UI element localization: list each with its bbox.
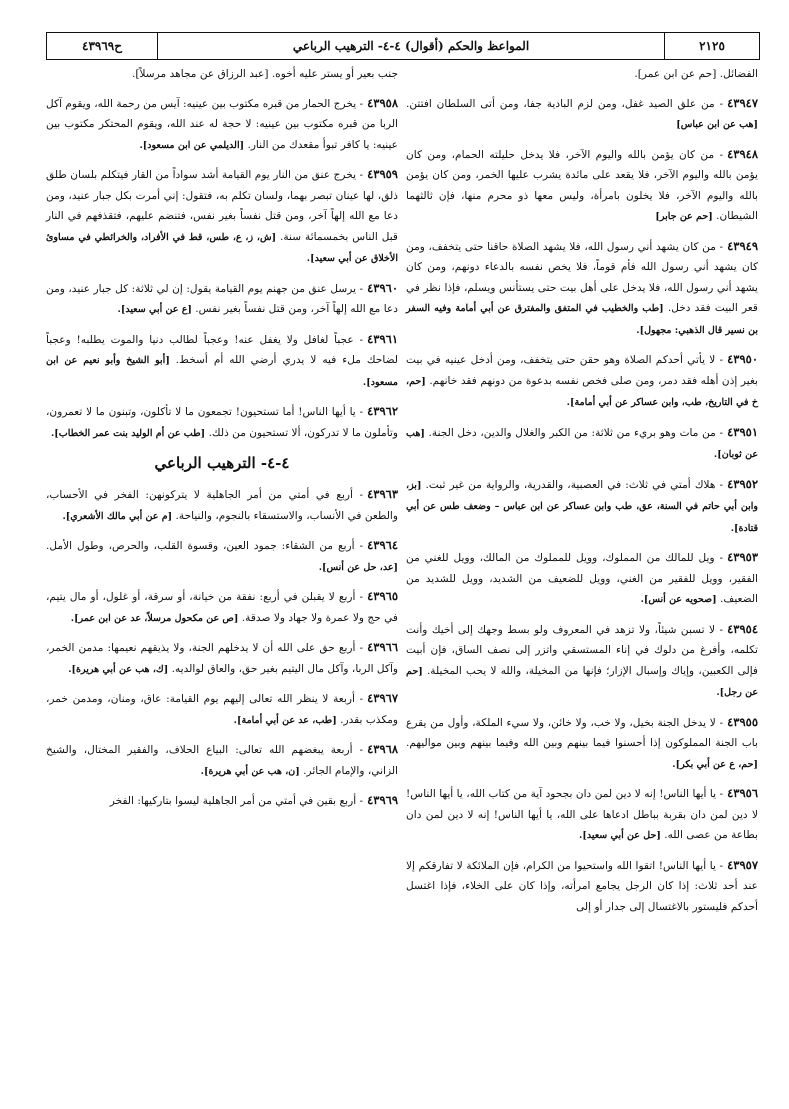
hadith-source: [ص عن مكحول مرسلاً، عد عن ابن عمر].	[70, 612, 239, 624]
hadith-source: [عد، حل عن أنس].	[318, 561, 398, 573]
hadith-entry	[46, 688, 398, 731]
continuation-text: جنب بعير أو يستر عليه أخوه. [عبد الرزاق عن مجاهد مرسلاً].	[131, 68, 398, 80]
dash-separator: -	[715, 716, 724, 729]
hadith-text: لا يدخل الجنة بخيل، ولا خب، ولا خائن، ولا سيء الملكة، وأول من يقرع باب الجنة المملوكون إذا أحسنوا فيما بينهم وبين الله وفيما بينهم وبين مواليهم.	[406, 716, 758, 749]
hadith-text: هلاك أمتي في ثلاث: في العصبية، والقدرية، والرواية من غير ثبت.	[425, 478, 716, 491]
hadith-source: [صحويه عن أنس].	[640, 594, 717, 605]
page-number: ٢١٢٥	[664, 33, 759, 59]
hadith-source: [هب عن ابن عباس]	[676, 119, 758, 130]
hadith-entry	[46, 790, 398, 813]
running-title: المواعظ والحكم (أقوال) ٤-٤- الترهيب الرباعي	[157, 33, 664, 59]
hadith-source: [أبو الشيخ وأبو نعيم عن ابن مسعود].	[46, 355, 398, 388]
hadith-source: [حم عن رجل].	[406, 665, 758, 698]
hadith-text: يخرج الحمار من قبره مكتوب بين عينيه: آيس من رحمة الله، ويقوم آكل الربا من قبره مكتوب بين عينيه: لا حجة له عند الله، ويقوم المحتكر مكتوب بين عينيه: يا كافر تبوأ مقعدك من النار.	[46, 97, 398, 151]
hadith-text: يرسل عنق من جهنم يوم القيامة يقول: إن لي ثلاثة: كل جبار عنيد، ومن دعا مع الله إلهاً آخر، ومن قتل نفساً بغير نفس.	[46, 282, 398, 315]
hadith-text: أربع في أمتي من أمر الجاهلية لا يتركونهن: الفخر في الأحساب، والطعن في الأنساب، والاستسقاء بالنجوم، والنياحة.	[46, 489, 398, 522]
hadith-source: [حم، خ في التاريخ، طب، وابن عساكر عن أبي أمامة].	[406, 375, 758, 408]
left-column	[46, 64, 398, 821]
hadith-number: ٤٣٩٤٧	[727, 95, 758, 110]
hadith-number: ٤٣٩٦٦	[367, 640, 398, 654]
hadith-entry	[406, 144, 758, 228]
hadith-text: ويل للمالك من المملوك، وويل للمملوك من المالك، وويل للغني من الفقير، وويل للفقير من الغني، وويل للضعيف من الشديد، وويل للشديد من الضعيف.	[406, 552, 758, 605]
hadith-entry	[46, 484, 398, 527]
dash-separator: -	[352, 489, 364, 501]
dash-separator: -	[715, 240, 724, 253]
dash-separator: -	[356, 169, 364, 181]
hadith-number: ٤٣٩٦٢	[367, 404, 398, 418]
hadith-source: [ع عن أبي سعيد].	[117, 304, 192, 315]
page-header	[46, 32, 760, 60]
hadith-text: من كان يشهد أني رسول الله، فلا يشهد الصلاة حاقنا حتى يتخفف، ومن كان يشهد أني رسول الله فأم قوماً، فلا يخص نفسه بالدعاء دونهم، ومن كان يشهد أني رسول الله، فلا يدخل على أهل بيت حتى يستأنس ويسلم، فإذا نظر في قعر البيت فقد دخل.	[406, 240, 758, 314]
hadith-number: ٤٣٩٥٥	[727, 714, 758, 729]
dash-separator: -	[714, 148, 724, 161]
hadith-number: ٤٣٩٦٧	[367, 691, 398, 705]
hadith-entry	[406, 783, 758, 847]
hadith-number: ٤٣٩٥٩	[367, 167, 398, 181]
hadith-number: ٤٣٩٦٩	[367, 793, 398, 807]
hadith-source: [م عن أبي مالك الأشعري].	[62, 510, 173, 522]
hadith-entry	[46, 93, 398, 157]
right-column	[406, 64, 758, 926]
hadith-number: ٤٣٩٥٣	[727, 550, 759, 564]
hadith-text: أربع من الشقاء: جمود العين، وقسوة القلب، والحرص، وطول الأمل.	[46, 540, 355, 552]
hadith-text: يخرج عنق من النار يوم القيامة أشد سواداً من القار فيتكلم بلسان طلق ذلق، لها عينان تبصر بهما، ولسان تكلم به، فتقول: إني أمرت بكل جبار عنيد، ومن دعا مع الله إلهاً آخر، ومن قتل نفساً بغير نفس، فتنضم عليهم، فتقذفهم في النار قبل الناس بخمسمائة سنة.	[46, 169, 398, 243]
hadith-source: [طب عن أم الوليد بنت عمر الخطاب].	[51, 427, 206, 439]
dash-separator: -	[355, 406, 364, 418]
hadith-text: أربع حق على الله أن لا يدخلهم الجنة، ولا يذيقهم نعيمها: مدمن الخمر، وآكل الربا، وآكل مال اليتيم بغير حق، والعاق لوالديه.	[46, 642, 398, 675]
hadith-number: ٤٣٩٦١	[367, 331, 398, 346]
hadith-number: ٤٣٩٦٥	[367, 589, 398, 603]
hadith-range-code: ح٤٣٩٦٩	[82, 39, 122, 53]
hadith-source: [الديلمي عن ابن مسعود].	[139, 139, 245, 151]
hadith-number: ٤٣٩٥٢	[727, 476, 759, 491]
hadith-entry	[46, 637, 398, 680]
hadith-number: ٤٣٩٥٦	[727, 786, 759, 800]
hadith-source: [بز، وابن أبي حاتم في السنة، عق، طب وابن عساكر عن ابن عباس – وضعف طس عن أبي قتادة].	[406, 479, 758, 534]
hadith-text: أربع بقين في أمتي من أمر الجاهلية ليسوا بتاركيها: الفخر	[109, 795, 357, 807]
dash-separator: -	[715, 478, 724, 491]
dash-separator: -	[356, 795, 364, 807]
section-heading: ٤-٤- الترهيب الرباعي	[154, 454, 290, 472]
hadith-entry	[46, 164, 398, 270]
hadith-entry	[406, 855, 758, 919]
dash-separator: -	[354, 540, 364, 552]
hadith-source: [ك، هب عن أبي هريرة].	[68, 663, 169, 675]
hadith-source: [حم عن جابر]	[655, 211, 713, 222]
dash-separator: -	[354, 693, 364, 705]
dash-separator: -	[355, 642, 364, 654]
hadith-text: لا يأتي أحدكم الصلاة وهو حقن حتى يتخفف، ومن أدخل عينيه في بيت بغير إذن أهله فقد دمر، ومن صلى فخص نفسه بدعوة من دونهم فقد خانهم.	[406, 354, 759, 387]
dash-separator: -	[355, 591, 364, 603]
hadith-entry	[406, 474, 758, 540]
dash-separator: -	[352, 744, 364, 756]
hadith-text: يا أيها الناس! اتقوا الله واستحيوا من الكرام، فإن الملائكة لا تفارقكم إلا عند أحد ثلاث: إذا كان الرجل يجامع امرأته، وإذا كان على الخلاء، فإذا اغتسل أحدكم فليستور بالاغتسال إلى جدار أو إلى	[406, 859, 758, 913]
hadith-entry	[46, 329, 398, 394]
hadith-entry	[406, 93, 758, 136]
hadith-entry	[406, 619, 758, 704]
hadith-number: ٤٣٩٤٨	[727, 146, 759, 161]
dash-separator: -	[715, 426, 724, 439]
dash-separator: -	[356, 97, 364, 110]
dash-separator: -	[715, 354, 724, 366]
dash-separator: -	[353, 333, 364, 346]
hadith-entry	[46, 535, 398, 578]
hadith-source: [حم، ع عن أبي بكر].	[672, 758, 758, 770]
dash-separator: -	[715, 623, 724, 636]
hadith-source: [ن، هب عن أبي هريرة].	[200, 765, 300, 777]
hadith-entry	[46, 278, 398, 321]
hadith-text: يا أيها الناس! أما تستحيون! تجمعون ما لا تأكلون، وتبنون ما لا تعمرون، وتأملون ما لا تدركون، ألا تستحيون من ذلك.	[46, 406, 398, 439]
hadith-number: ٤٣٩٦٨	[367, 742, 398, 756]
hadith-source: [طب والخطيب في المتفق والمفترق عن أبي أمامة وفيه السفر بن نسير قال الذهبي: مجهول].	[406, 303, 758, 336]
dash-separator: -	[714, 97, 724, 110]
hadith-source: [طب، عد عن أبي أمامة].	[233, 714, 337, 726]
hadith-number: ٤٣٩٥٧	[727, 857, 758, 872]
hadith-number: ٤٣٩٦٣	[367, 487, 398, 501]
hadith-text: من مات وهو بريء من ثلاثة: من الكبر والغلال والدين، دخل الجنة.	[428, 426, 716, 439]
hadith-number: ٤٣٩٤٩	[727, 238, 758, 253]
dash-separator: -	[715, 859, 724, 872]
hadith-source: [حل عن أبي سعيد].	[579, 830, 661, 841]
hadith-entry	[46, 401, 398, 444]
hadith-entry	[406, 547, 758, 611]
hadith-number: ٤٣٩٦٠	[367, 280, 399, 295]
hadith-source: [ش، ز، ع، طس، قط في الأفراد، والخرائطي في مساوئ الأخلاق عن أبي سعيد].	[46, 231, 398, 264]
dash-separator: -	[714, 552, 724, 564]
hadith-text: أربع لا يقبلن في أربع: نفقة من خيانة، أو سرقة، أو غلول، أو مال يتيم، في حج ولا عمرة ولا جهاد ولا صدقة.	[46, 591, 398, 624]
hadith-entry	[46, 739, 398, 782]
hadith-text: يا أيها الناس! إنه لا دين لمن دان بجحود آية من كتاب الله، يا أيها الناس! لا دين لمن دان بقربة بباطل ادعاها على الله، يا أيها الناس! إنه لا دين لمن دان بطاعة من عصى الله.	[406, 788, 758, 841]
hadith-source: [هب عن ثوبان].	[406, 427, 758, 460]
hadith-number: ٤٣٩٥٠	[727, 352, 758, 366]
hadith-text: أربعة لا ينظر الله تعالى إليهم يوم القيامة: عاق، ومنان، ومدمن خمر، ومكذب بقدر.	[46, 693, 398, 726]
hadith-text: أربعة يبغضهم الله تعالى: البياع الحلاف، والفقير المختال، والشيخ الزاني، والإمام الجائر.	[46, 744, 398, 777]
hadith-text: من كان يؤمن بالله واليوم الآخر، فلا يدخل حليلته الحمام، ومن كان يؤمن بالله واليوم الآخر، فلا يقعد على مائدة يشرب عليها الخمر، ومن كان يؤمن بالله واليوم الآخر، فلا يخلون بامرأة، وليس معها ذو محرم منها، فإن ثالثهما الشيطان.	[406, 148, 758, 222]
hadith-text: من علق الصيد غفل، ومن لزم البادية جفا، ومن أتى السلطان افتتن.	[406, 97, 715, 110]
hadith-entry	[46, 586, 398, 629]
hadith-number: ٤٣٩٦٤	[367, 538, 398, 552]
continuation-text: الفضائل. [حم عن ابن عمر].	[634, 68, 758, 80]
dash-separator: -	[356, 282, 364, 295]
hadith-entry	[406, 712, 758, 776]
hadith-text: لا تسبن شيئاً، ولا تزهد في المعروف ولو بسط وجهك إلى أخيك وأنت تكلمه، وأفرغ من دلوك في إناء المستسقي واتزر إلى نصف الساق، فإن أبيت فإلى الكعبين، وإياك وإسبال الإزار؛ فإنها من المخيلة، والله لا يحب المخيلة.	[406, 623, 758, 677]
hadith-text: عجباً لغافل ولا يغفل عنه! وعجباً لطالب دنيا والموت يطلبه! وعجباً لضاحك ملء فيه لا يدري أرضي الله أم أسخط.	[46, 333, 398, 366]
hadith-entry	[406, 422, 758, 466]
hadith-entry	[406, 349, 758, 414]
hadith-number: ٤٣٩٥٨	[367, 95, 398, 110]
hadith-number: ٤٣٩٥٤	[727, 621, 758, 636]
hadith-number: ٤٣٩٥١	[727, 424, 758, 439]
dash-separator: -	[716, 788, 724, 800]
hadith-entry	[406, 236, 758, 342]
